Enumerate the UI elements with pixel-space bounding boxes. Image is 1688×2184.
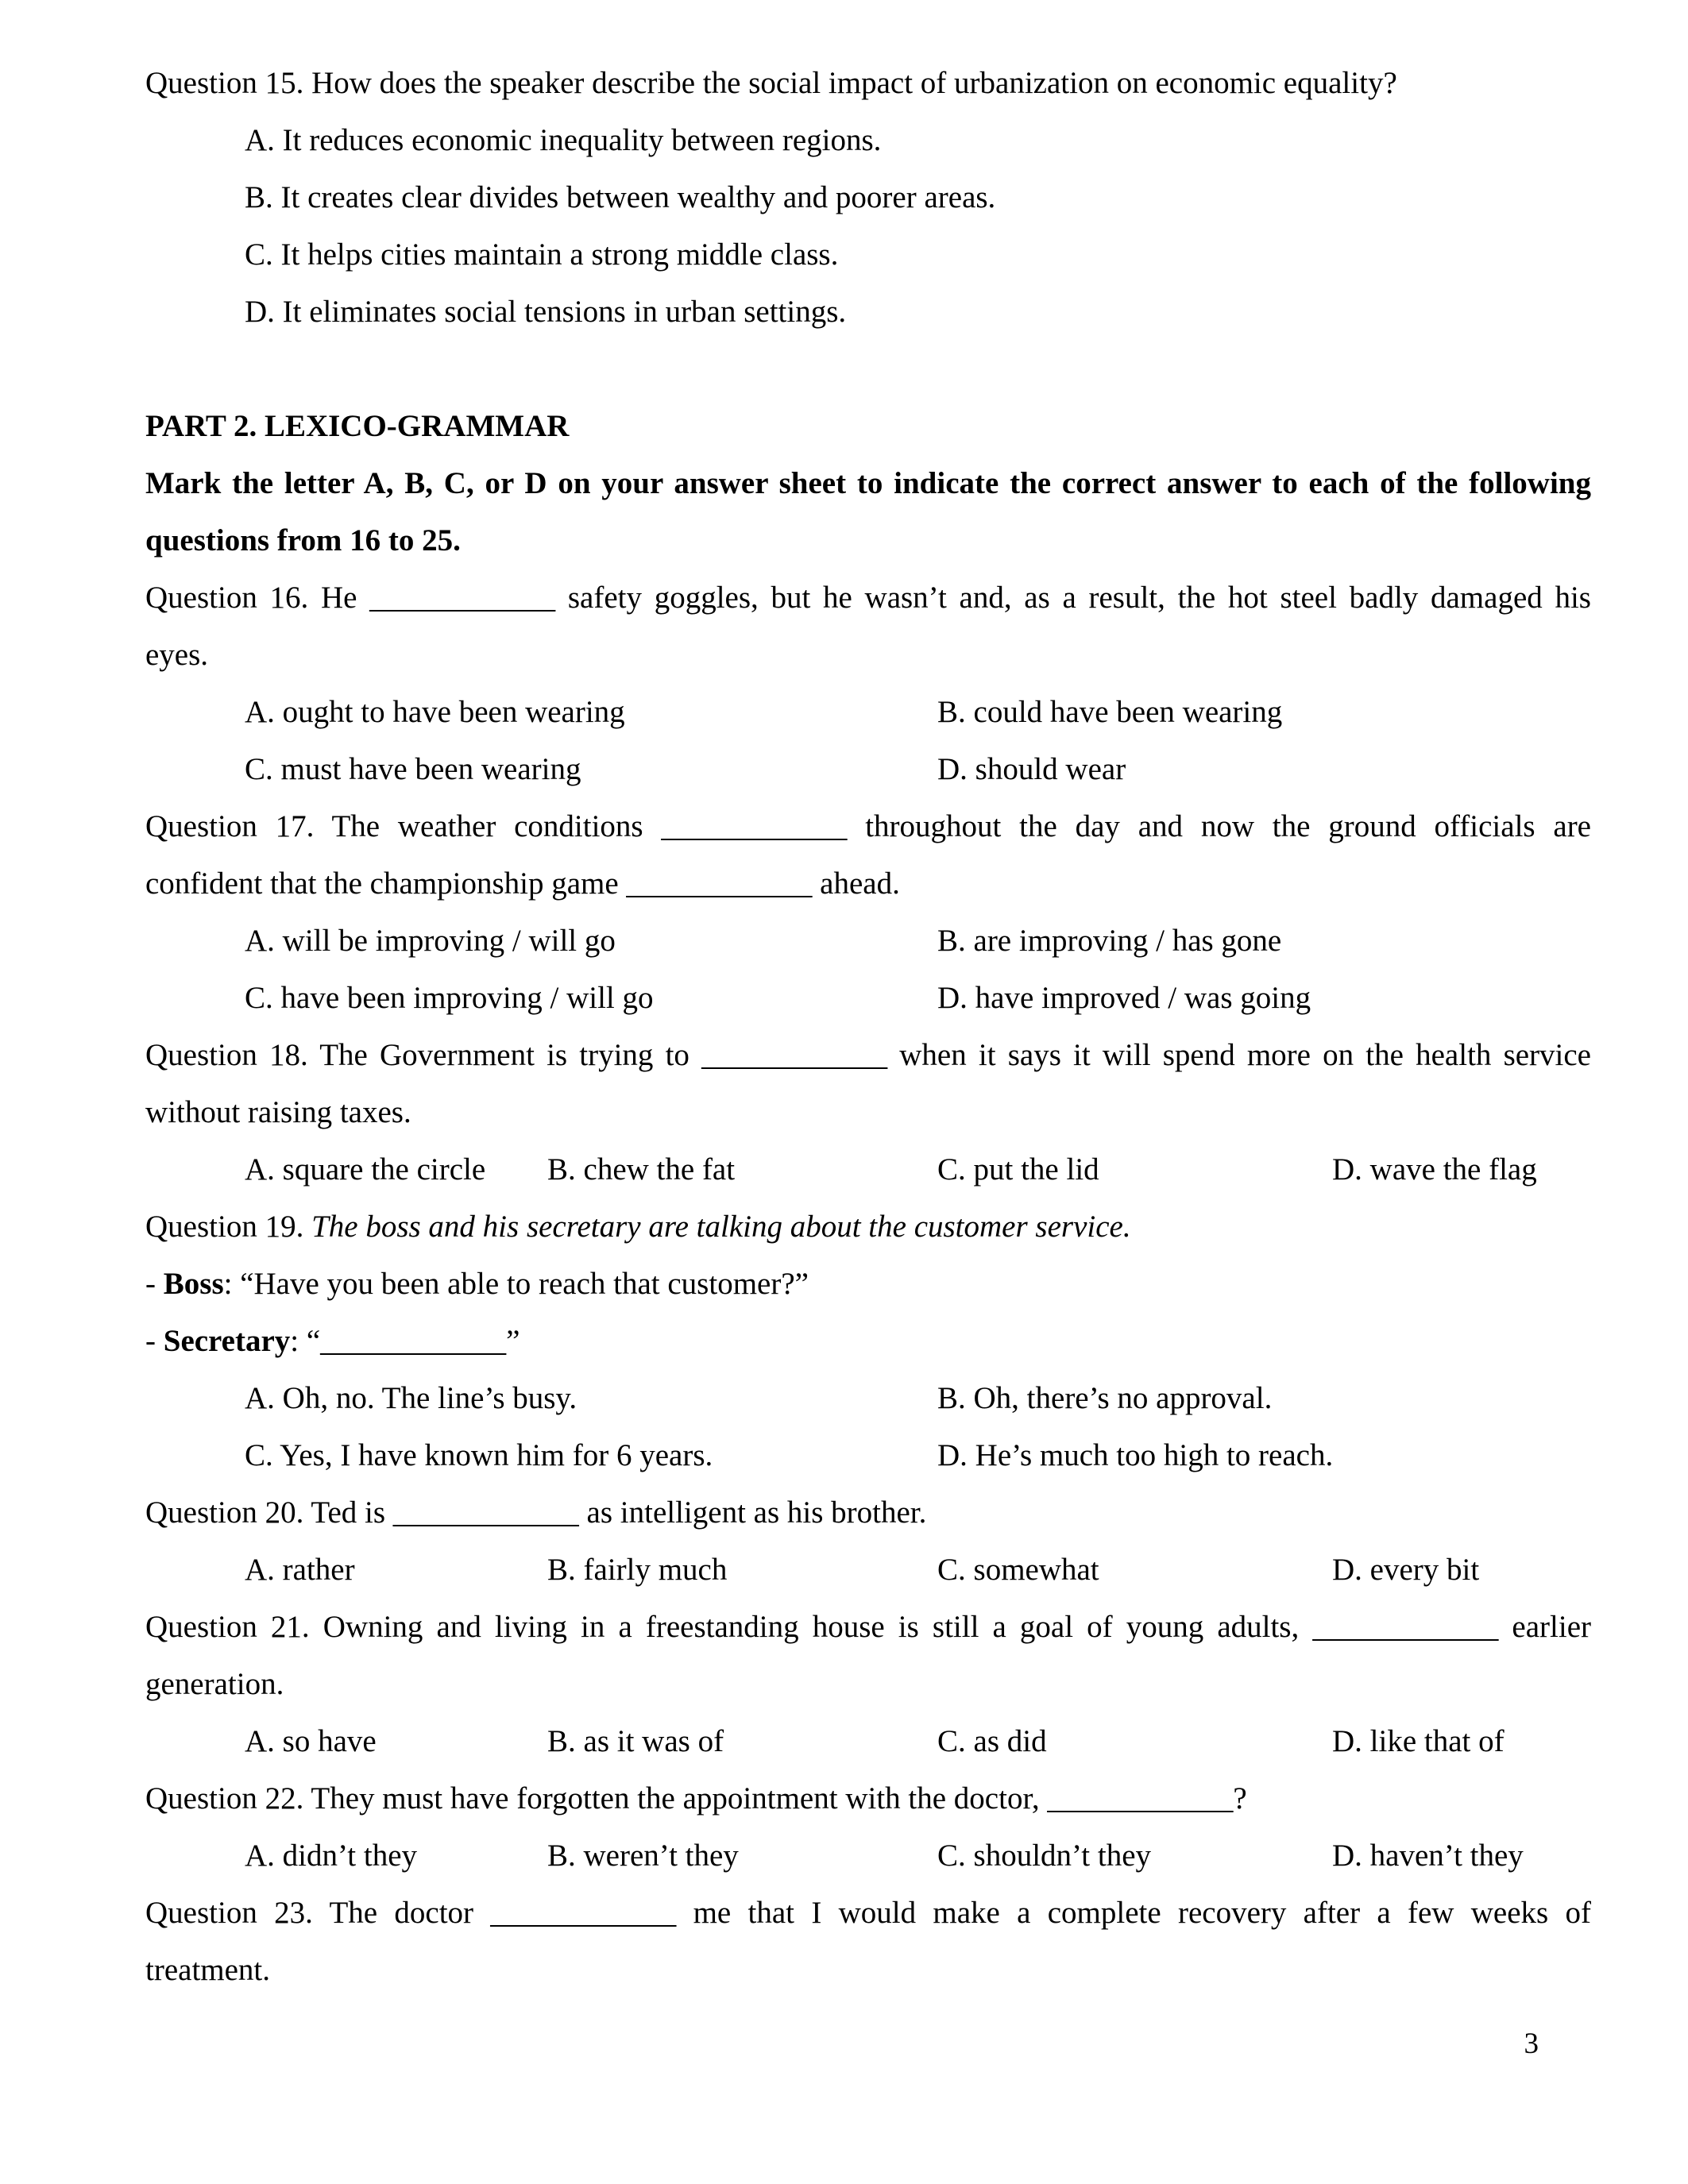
question-18-options (145, 1141, 1591, 1198)
question-17-options-cd (145, 970, 1591, 1027)
blank-line (145, 341, 1591, 398)
question-16-options-ab (145, 684, 1591, 741)
page-content (145, 55, 1591, 1999)
option-22-a: A. didn’t they (245, 1839, 418, 1873)
question-16-line-1: Question 16. He ____________ safety goggles, but he wasn’t and, as a result, the hot steel badly damaged his (145, 581, 1591, 615)
option-22-c: C. shouldn’t they (937, 1839, 1152, 1873)
question-19-secretary-line (145, 1313, 1591, 1370)
boss-dash: - (145, 1267, 164, 1301)
question-15-text: Question 15. How does the speaker describe the social impact of urbanization on economic equality? (145, 66, 1397, 100)
question-23-line-1: Question 23. The doctor ____________ me that I would make a complete recovery after a few weeks of (145, 1896, 1591, 1930)
option-22-b: B. weren’t they (547, 1839, 739, 1873)
option-16-c: C. must have been wearing (245, 752, 581, 786)
question-22-text: Question 22. They must have forgotten the appointment with the doctor, ____________? (145, 1781, 1247, 1815)
page-number: 3 (1524, 2028, 1539, 2060)
secretary-quote: : “____________” (290, 1324, 520, 1358)
option-18-d: D. wave the flag (1332, 1152, 1537, 1187)
question-23-line-2: treatment. (145, 1953, 271, 1987)
part-2-instruction-line-1: Mark the letter A, B, C, or D on your answer sheet to indicate the correct answer to each of the following (145, 466, 1591, 500)
option-21-a: A. so have (245, 1724, 377, 1758)
boss-label: Boss (163, 1267, 224, 1301)
question-20-text: Question 20. Ted is ____________ as intelligent as his brother. (145, 1495, 927, 1530)
question-21-options (145, 1713, 1591, 1770)
question-19-text (145, 1198, 1591, 1256)
option-21-d: D. like that of (1332, 1724, 1505, 1758)
option-20-c: C. somewhat (937, 1553, 1099, 1587)
option-19-a: A. Oh, no. The line’s busy. (245, 1381, 577, 1415)
question-19-options-ab (145, 1370, 1591, 1427)
option-18-c: C. put the lid (937, 1152, 1099, 1187)
secretary-dash: - (145, 1324, 164, 1358)
option-17-c: C. have been improving / will go (245, 981, 654, 1015)
question-18-line-2: without raising taxes. (145, 1095, 411, 1129)
option-19-b: B. Oh, there’s no approval. (937, 1381, 1273, 1415)
question-17-line-2: confident that the championship game ____________ ahead. (145, 866, 900, 901)
option-20-a: A. rather (245, 1553, 355, 1587)
option-22-d: D. haven’t they (1332, 1839, 1524, 1873)
option-16-b: B. could have been wearing (937, 695, 1283, 729)
option-17-d: D. have improved / was going (937, 981, 1311, 1015)
option-18-a: A. square the circle (245, 1152, 486, 1187)
option-20-b: B. fairly much (547, 1553, 728, 1587)
option-20-d: D. every bit (1332, 1553, 1480, 1587)
question-19-scenario: The boss and his secretary are talking about the customer service. (311, 1210, 1131, 1244)
secretary-label: Secretary (163, 1324, 291, 1358)
option-17-a: A. will be improving / will go (245, 924, 616, 958)
question-20-options (145, 1542, 1591, 1599)
question-17-line-1: Question 17. The weather conditions ____________ throughout the day and now the ground officials are (145, 809, 1591, 843)
question-17-options-ab (145, 913, 1591, 970)
question-18-line-1: Question 18. The Government is trying to ____________ when it says it will spend more on the health service (145, 1038, 1591, 1072)
question-19-options-cd (145, 1427, 1591, 1484)
option-17-b: B. are improving / has gone (937, 924, 1282, 958)
part-2-heading: PART 2. LEXICO-GRAMMAR (145, 409, 570, 443)
option-21-b: B. as it was of (547, 1724, 724, 1758)
option-16-a: A. ought to have been wearing (245, 695, 625, 729)
question-21-line-1: Question 21. Owning and living in a freestanding house is still a goal of young adults, ____________ earlier (145, 1610, 1591, 1644)
option-19-c: C. Yes, I have known him for 6 years. (245, 1438, 713, 1472)
option-21-c: C. as did (937, 1724, 1047, 1758)
question-16-line-2: eyes. (145, 638, 209, 672)
question-21-line-2: generation. (145, 1667, 284, 1701)
question-16-options-cd (145, 741, 1591, 798)
boss-quote: : “Have you been able to reach that customer?” (223, 1267, 809, 1301)
question-19-boss-line (145, 1256, 1591, 1313)
option-15-a: A. It reduces economic inequality between regions. (245, 123, 882, 157)
option-15-d: D. It eliminates social tensions in urban settings. (245, 295, 847, 329)
option-16-d: D. should wear (937, 752, 1126, 786)
question-19-label: Question 19. (145, 1210, 312, 1244)
option-18-b: B. chew the fat (547, 1152, 736, 1187)
option-19-d: D. He’s much too high to reach. (937, 1438, 1334, 1472)
option-15-b: B. It creates clear divides between wealthy and poorer areas. (245, 180, 996, 214)
question-22-options (145, 1827, 1591, 1885)
part-2-instruction-line-2: questions from 16 to 25. (145, 523, 461, 558)
option-15-c: C. It helps cities maintain a strong middle class. (245, 237, 839, 272)
